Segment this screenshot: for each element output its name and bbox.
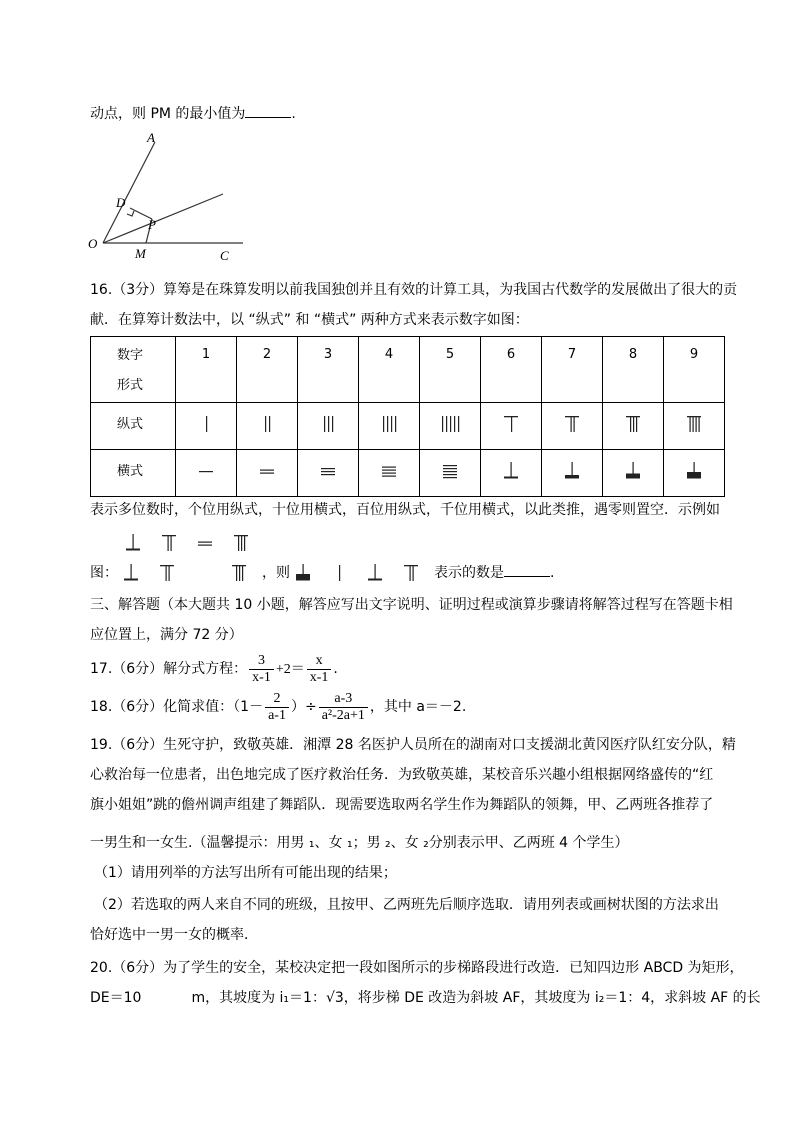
header-cell xyxy=(91,337,176,403)
vertical-rod-7 xyxy=(156,532,182,554)
digit-cell: 2 xyxy=(237,337,298,403)
q19-sub1: （1）请用列举的方法写出所有可能出现的结果； xyxy=(94,865,397,881)
fraction xyxy=(265,691,289,724)
counting-rods-table xyxy=(90,336,725,497)
numerator: a-3 xyxy=(319,691,368,708)
question-rods xyxy=(290,565,434,581)
vertical-form-cell xyxy=(481,403,542,450)
q18-mid: ）÷ xyxy=(290,699,317,715)
q17-mid: +2＝ xyxy=(275,662,305,677)
horizontal-rod-6 xyxy=(362,562,388,584)
horizontal-rod-6 xyxy=(118,562,144,584)
label-A: A xyxy=(147,130,155,145)
header-label-1: 数字 xyxy=(117,348,144,363)
horizontal-rod-9 xyxy=(290,562,316,584)
horizontal-rod-4 xyxy=(376,460,402,482)
digit-cell: 3 xyxy=(298,337,359,403)
q19-line3: 旗小姐姐”跳的儋州调声组建了舞蹈队．现需要选取两名学生作为舞蹈队的领舞，甲、乙两班各推荐了 xyxy=(90,797,714,813)
q16-example-line xyxy=(90,562,554,584)
answer-blank xyxy=(245,103,291,118)
vertical-rod-7 xyxy=(559,413,585,435)
q15-tail xyxy=(90,103,296,124)
denominator: x-1 xyxy=(252,669,271,685)
horizontal-rod-6 xyxy=(120,532,146,554)
digit-cell: 1 xyxy=(176,337,237,403)
q20-line1: 20.（6分）为了学生的安全，某校决定把一段如图所示的步梯路段进行改造．已知四边形 ABCD 为矩形， xyxy=(90,960,744,976)
digit-cell: 5 xyxy=(420,337,481,403)
vertical-rod-6 xyxy=(498,413,524,435)
horizontal-form-cell xyxy=(420,450,481,497)
q16-line2: 献．在算筹计数法中，以 “纵式” 和 “横式” 两种方式来表示数字如图： xyxy=(90,312,529,328)
vertical-rod-4 xyxy=(376,413,402,435)
angle-figure xyxy=(85,130,255,265)
vertical-form-cell xyxy=(359,403,420,450)
section3-line1: 三、解答题（本大题共 10 小题，解答应写出文字说明、证明过程或演算步骤请将解答过程写在答题卡相 xyxy=(90,597,733,613)
denominator: x-1 xyxy=(309,669,329,685)
fraction xyxy=(307,653,332,686)
horizontal-rod-6 xyxy=(498,460,524,482)
q18-prefix: 18.（6分）化简求值：（1－ xyxy=(90,699,264,715)
section3-line2: 应位置上，满分 72 分） xyxy=(90,627,243,643)
digit-cell: 9 xyxy=(664,337,725,403)
label-C: C xyxy=(220,248,229,263)
horizontal-form-cell xyxy=(359,450,420,497)
answer-blank xyxy=(504,562,550,577)
horizontal-rod-9 xyxy=(681,460,707,482)
q17 xyxy=(90,652,338,687)
vertical-rod-1 xyxy=(326,562,352,584)
q18 xyxy=(90,690,466,724)
vertical-rod-7 xyxy=(154,562,180,584)
q19-line1: 19.（6分）生死守护，致敬英雄．湘潭 28 名医护人员所在的湖南对口支援湖北黄冈医疗队红安分队，精 xyxy=(90,737,736,753)
then-text: ，则 xyxy=(262,565,290,581)
q17-end: . xyxy=(333,661,338,677)
vertical-rod-7 xyxy=(398,562,424,584)
vertical-rod-8 xyxy=(226,562,252,584)
vertical-form-cell xyxy=(664,403,725,450)
horizontal-rod-3 xyxy=(315,460,341,482)
horizontal-rod-1 xyxy=(193,460,219,482)
numerator: x xyxy=(307,653,332,670)
q19-line2: 心救治每一位患者，出色地完成了医疗救治任务．为致敬英雄，某校音乐兴趣小组根据网络盛传的“红 xyxy=(90,767,714,783)
suffix-text: 表示的数是 xyxy=(434,565,504,581)
q16-line3: 表示多位数时，个位用纵式，十位用横式，百位用纵式，千位用横式，以此类推，遇零则置空．示例如 xyxy=(90,502,720,518)
horizontal-rod-2 xyxy=(254,460,280,482)
example-prefix: 图： xyxy=(90,565,118,581)
horizontal-rod-7 xyxy=(559,460,585,482)
horizontal-form-cell xyxy=(664,450,725,497)
digit-cell: 8 xyxy=(603,337,664,403)
fraction xyxy=(249,653,274,686)
example-rods-bottom xyxy=(118,565,262,581)
vertical-form-cell xyxy=(237,403,298,450)
q19-sub2-line2: 恰好选中一男一女的概率． xyxy=(90,927,258,943)
horizontal-form-cell xyxy=(481,450,542,497)
vertical-rod-3 xyxy=(315,413,341,435)
horizontal-form-cell xyxy=(176,450,237,497)
q15-text: 动点，则 PM 的最小值为 xyxy=(90,106,246,122)
digit-cell: 6 xyxy=(481,337,542,403)
q19-line4: 一男生和一女生.（温馨提示：用男 ₁、女 ₁；男 ₂、女 ₂分别表示甲、乙两班 4 个学生） xyxy=(90,835,629,851)
row-label-vertical: 纵式 xyxy=(91,403,176,450)
horizontal-rod-8 xyxy=(620,460,646,482)
label-M: M xyxy=(135,246,146,261)
vertical-form-cell xyxy=(420,403,481,450)
horizontal-rod-2 xyxy=(192,532,218,554)
numerator: 3 xyxy=(249,653,274,670)
vertical-rod-8 xyxy=(620,413,646,435)
vertical-form-cell xyxy=(176,403,237,450)
vertical-rod-9 xyxy=(681,413,707,435)
row-label-horizontal: 横式 xyxy=(91,450,176,497)
label-O: O xyxy=(88,236,98,251)
horizontal-rod-0 xyxy=(190,562,216,584)
label-P: P xyxy=(148,217,156,232)
denominator: a-1 xyxy=(268,707,286,723)
vertical-form-cell xyxy=(603,403,664,450)
numerator: 2 xyxy=(265,691,289,708)
q18-end: ，其中 a＝－2. xyxy=(369,699,467,715)
q20-de: DE＝10 xyxy=(90,990,142,1006)
vertical-rod-2 xyxy=(254,413,280,435)
fraction xyxy=(319,691,368,724)
vertical-form-cell xyxy=(542,403,603,450)
horizontal-form-cell xyxy=(603,450,664,497)
vertical-rod-1 xyxy=(193,413,219,435)
horizontal-form-cell xyxy=(298,450,359,497)
q20-line2 xyxy=(90,988,761,1008)
q16-end: . xyxy=(550,565,555,581)
example-rods-top xyxy=(120,532,264,554)
vertical-form-cell xyxy=(298,403,359,450)
denominator: a²-2a+1 xyxy=(321,707,365,723)
q20-rest: m，其坡度为 i₁＝1：√3，将步梯 DE 改造为斜坡 AF，其坡度为 i₂＝1：4，求斜坡 AF 的长 xyxy=(191,990,761,1006)
q15-end: . xyxy=(291,106,296,122)
header-label-2: 形式 xyxy=(117,378,144,393)
horizontal-form-cell xyxy=(542,450,603,497)
label-D: D xyxy=(116,195,126,210)
q19-sub2-line1: （2）若选取的两人来自不同的班级，且按甲、乙两班先后顺序选取．请用列表或画树状图的方法求出 xyxy=(94,897,719,913)
vertical-rod-5 xyxy=(437,413,463,435)
q17-prefix: 17.（6分）解分式方程： xyxy=(90,661,248,677)
digit-cell: 4 xyxy=(359,337,420,403)
horizontal-rod-5 xyxy=(437,460,463,482)
vertical-rod-8 xyxy=(228,532,254,554)
horizontal-form-cell xyxy=(237,450,298,497)
q16-line1: 16.（3分）算筹是在珠算发明以前我国独创并且有效的计算工具，为我国古代数学的发展做出了很大的贡 xyxy=(90,282,738,298)
digit-cell: 7 xyxy=(542,337,603,403)
